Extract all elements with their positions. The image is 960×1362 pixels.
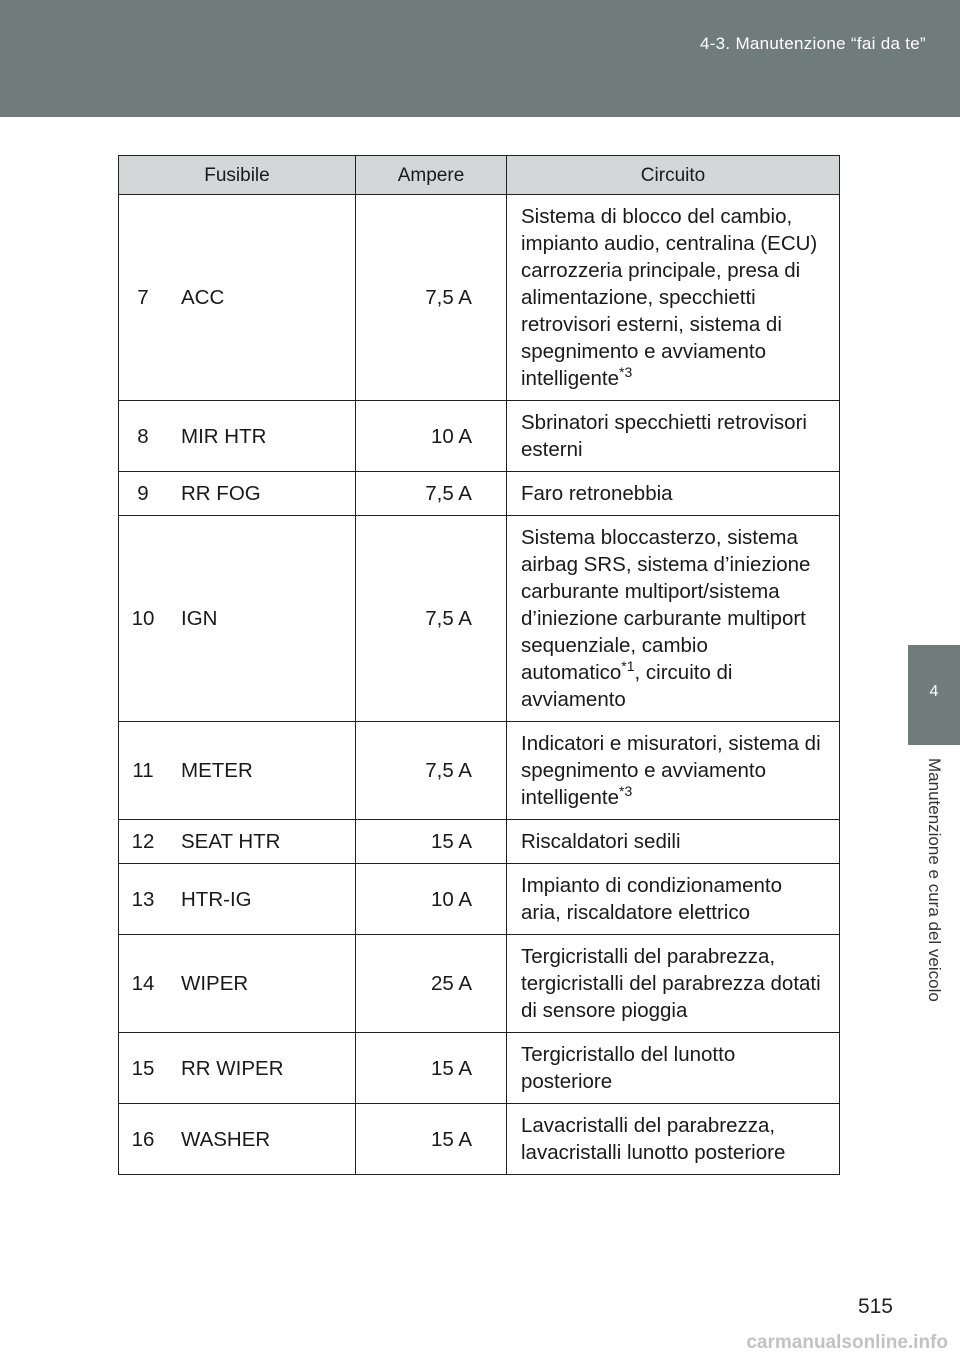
fuse-number: 14 — [119, 935, 168, 1033]
fuse-ampere: 15 A — [356, 1033, 507, 1104]
fuse-number: 12 — [119, 820, 168, 864]
fuse-name: MIR HTR — [167, 401, 356, 472]
page-number: 515 — [857, 1295, 893, 1318]
table-row — [119, 1033, 840, 1104]
fuse-number: 16 — [119, 1104, 168, 1175]
chapter-title: Manutenzione e cura del veicolo — [925, 758, 944, 1002]
fuse-number: 7 — [119, 195, 168, 401]
watermark[interactable]: carmanualsonline.info — [746, 1332, 948, 1353]
fuse-circuit — [507, 722, 840, 820]
circuit-text: Sistema bloccasterzo, sistema airbag SRS, sistema d’iniezione carburante multiport/sistema d’iniezione carburante multiport sequenziale, cambio automatico — [521, 526, 811, 684]
fuse-circuit: Impianto di condizionamento aria, riscaldatore elettrico — [507, 864, 840, 935]
fuse-circuit: Tergicristalli del parabrezza, tergicristalli del parabrezza dotati di sensore pioggia — [507, 935, 840, 1033]
fuse-ampere: 7,5 A — [356, 722, 507, 820]
fuse-ampere: 7,5 A — [356, 195, 507, 401]
fuse-number: 15 — [119, 1033, 168, 1104]
fuse-circuit: Lavacristalli del parabrezza, lavacristalli lunotto posteriore — [507, 1104, 840, 1175]
fuse-circuit: Tergicristallo del lunotto posteriore — [507, 1033, 840, 1104]
table-row — [119, 864, 840, 935]
fuse-name: HTR-IG — [167, 864, 356, 935]
fuse-name: WASHER — [167, 1104, 356, 1175]
footnote-ref: *1 — [621, 658, 635, 675]
table-row — [119, 935, 840, 1033]
fuse-circuit: Sbrinatori specchietti retrovisori esterni — [507, 401, 840, 472]
fuse-ampere: 25 A — [356, 935, 507, 1033]
footnote-ref: *3 — [619, 783, 633, 800]
fuse-ampere: 15 A — [356, 1104, 507, 1175]
fuse-circuit — [507, 195, 840, 401]
header-circuito: Circuito — [507, 156, 840, 195]
fuse-ampere: 7,5 A — [356, 516, 507, 722]
table-row — [119, 516, 840, 722]
table-row — [119, 722, 840, 820]
fuse-name: IGN — [167, 516, 356, 722]
fuse-ampere: 7,5 A — [356, 472, 507, 516]
fuse-ampere: 10 A — [356, 401, 507, 472]
fuse-number: 13 — [119, 864, 168, 935]
header-ampere: Ampere — [356, 156, 507, 195]
fuse-circuit: Riscaldatori sedili — [507, 820, 840, 864]
table-row — [119, 820, 840, 864]
fuse-number: 10 — [119, 516, 168, 722]
fuse-number: 11 — [119, 722, 168, 820]
circuit-text: Indicatori e misuratori, sistema di spegnimento e avviamento intelligente — [521, 732, 821, 809]
fuse-table — [118, 155, 840, 1175]
fuse-number: 8 — [119, 401, 168, 472]
chapter-tab — [908, 645, 960, 745]
fuse-name: SEAT HTR — [167, 820, 356, 864]
table-row — [119, 1104, 840, 1175]
fuse-name: ACC — [167, 195, 356, 401]
section-title: 4-3. Manutenzione “fai da te” — [699, 34, 926, 53]
fuse-name: WIPER — [167, 935, 356, 1033]
circuit-text-tail: , circuito di avviamento — [521, 661, 733, 711]
fuse-circuit — [507, 516, 840, 722]
fuse-circuit: Faro retronebbia — [507, 472, 840, 516]
fuse-ampere: 15 A — [356, 820, 507, 864]
fuse-number: 9 — [119, 472, 168, 516]
fuse-name: RR FOG — [167, 472, 356, 516]
header-band — [0, 0, 960, 117]
table-header-row — [119, 156, 840, 195]
fuse-ampere: 10 A — [356, 864, 507, 935]
table-row — [119, 195, 840, 401]
header-fusibile: Fusibile — [119, 156, 356, 195]
table-row — [119, 472, 840, 516]
fuse-name: RR WIPER — [167, 1033, 356, 1104]
circuit-text: Sistema di blocco del cambio, impianto audio, centralina (ECU) carrozzeria principale, presa di alimentazione, specchietti retrovisori esterni, sistema di spegnimento e avviamento intelligente — [521, 205, 818, 390]
footnote-ref: *3 — [619, 364, 633, 381]
chapter-number: 4 — [929, 683, 939, 700]
table-row — [119, 401, 840, 472]
fuse-name: METER — [167, 722, 356, 820]
